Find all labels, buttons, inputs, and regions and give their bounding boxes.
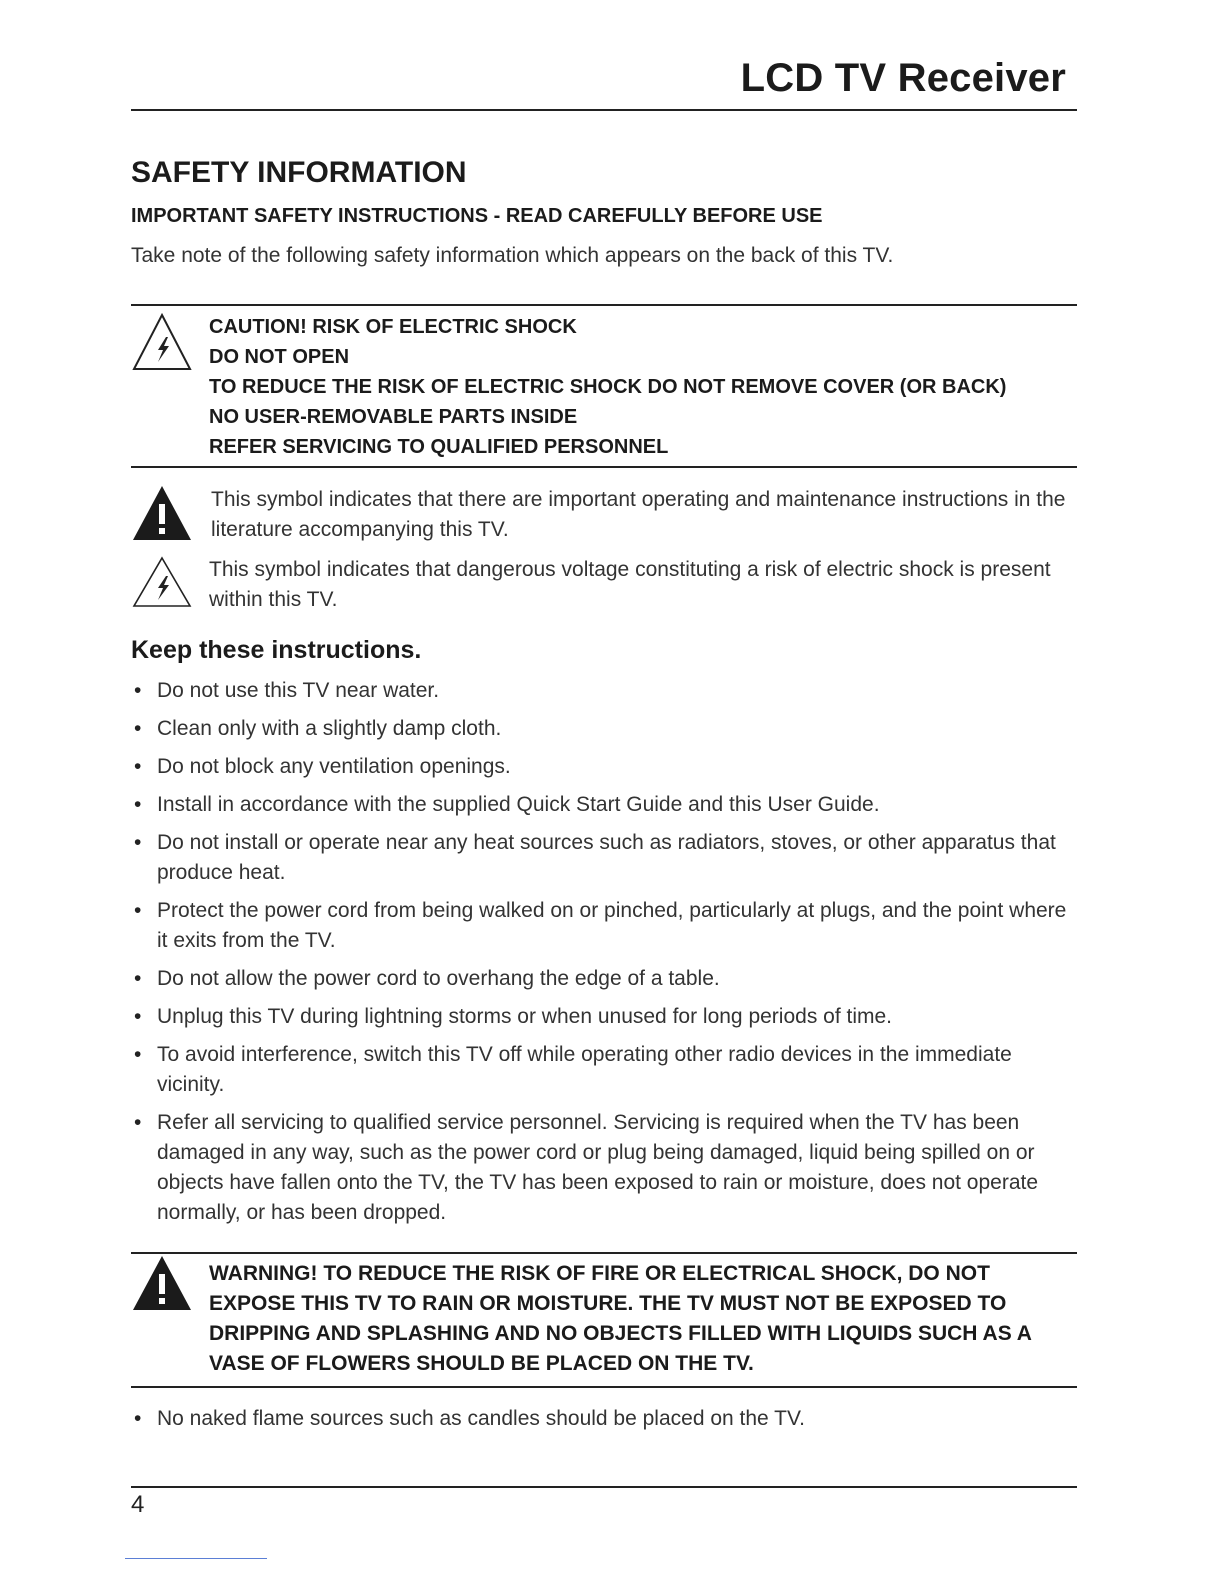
list-item: • Do not install or operate near any heat sources such as radiators, stoves, or other apparatus that produce heat. bbox=[131, 828, 1076, 888]
warning-top-divider bbox=[131, 1252, 1077, 1254]
instructions-list bbox=[131, 676, 1076, 1236]
warning-bottom-divider bbox=[131, 1386, 1077, 1388]
intro-text: Take note of the following safety information which appears on the back of this TV. bbox=[131, 244, 894, 267]
document-title: LCD TV Receiver bbox=[740, 56, 1066, 100]
caution-text-block bbox=[209, 312, 1006, 462]
caution-line: CAUTION! RISK OF ELECTRIC SHOCK bbox=[209, 316, 577, 338]
section-subtitle: IMPORTANT SAFETY INSTRUCTIONS - READ CAREFULLY BEFORE USE bbox=[131, 205, 823, 227]
electric-shock-warning-icon bbox=[131, 312, 193, 372]
list-item: • No naked flame sources such as candles should be placed on the TV. bbox=[131, 1404, 1076, 1434]
exclamation-warning-icon bbox=[131, 1254, 193, 1312]
warning-text: WARNING! TO REDUCE THE RISK OF FIRE OR ELECTRICAL SHOCK, DO NOT EXPOSE THIS TV TO RAIN OR MOISTURE. THE TV MUST NOT BE EXPOSED TO DRIPPING AND SPLASHING AND NO OBJECTS FILLED WITH LIQUIDS SUCH AS A VASE OF FLOWERS SHOULD BE PLACED ON THE TV. bbox=[209, 1262, 1032, 1375]
list-item: • To avoid interference, switch this TV off while operating other radio devices in the immediate vicinity. bbox=[131, 1040, 1076, 1100]
keep-instructions-heading: Keep these instructions. bbox=[131, 636, 422, 664]
caution-line: DO NOT OPEN bbox=[209, 346, 350, 368]
caution-top-divider bbox=[131, 304, 1077, 306]
list-item: • Install in accordance with the supplied Quick Start Guide and this User Guide. bbox=[131, 790, 1076, 820]
electric-shock-warning-icon bbox=[131, 556, 193, 608]
header-divider bbox=[131, 109, 1077, 111]
final-list bbox=[131, 1404, 1076, 1434]
list-item: • Do not allow the power cord to overhang the edge of a table. bbox=[131, 964, 1076, 994]
list-item: • Refer all servicing to qualified service personnel. Servicing is required when the TV has been damaged in any way, such as the power cord or plug being damaged, liquid being spilled on or objects have fallen onto the TV, the TV has been exposed to rain or moisture, does not operate normally, or has been dropped. bbox=[131, 1108, 1076, 1228]
page-number: 4 bbox=[131, 1491, 145, 1518]
footer-divider bbox=[131, 1486, 1077, 1488]
caution-bottom-divider bbox=[131, 466, 1077, 468]
list-item: • Protect the power cord from being walked on or pinched, particularly at plugs, and the point where it exits from the TV. bbox=[131, 896, 1076, 956]
footer-accent-line bbox=[125, 1558, 267, 1559]
caution-line: TO REDUCE THE RISK OF ELECTRIC SHOCK DO NOT REMOVE COVER (OR BACK) bbox=[209, 376, 1007, 398]
exclamation-warning-icon bbox=[131, 484, 193, 542]
caution-line: NO USER-REMOVABLE PARTS INSIDE bbox=[209, 406, 578, 428]
caution-line: REFER SERVICING TO QUALIFIED PERSONNEL bbox=[209, 436, 669, 458]
list-item: • Clean only with a slightly damp cloth. bbox=[131, 714, 1076, 744]
symbol-explanation-text: This symbol indicates that there are important operating and maintenance instructions in the literature accompanying this TV. bbox=[211, 488, 1066, 541]
symbol-explanation-text: This symbol indicates that dangerous voltage constituting a risk of electric shock is present within this TV. bbox=[209, 558, 1051, 611]
list-item: • Do not block any ventilation openings. bbox=[131, 752, 1076, 782]
list-item: • Unplug this TV during lightning storms or when unused for long periods of time. bbox=[131, 1002, 1076, 1032]
section-title: SAFETY INFORMATION bbox=[131, 156, 467, 189]
list-item: • Do not use this TV near water. bbox=[131, 676, 1076, 706]
